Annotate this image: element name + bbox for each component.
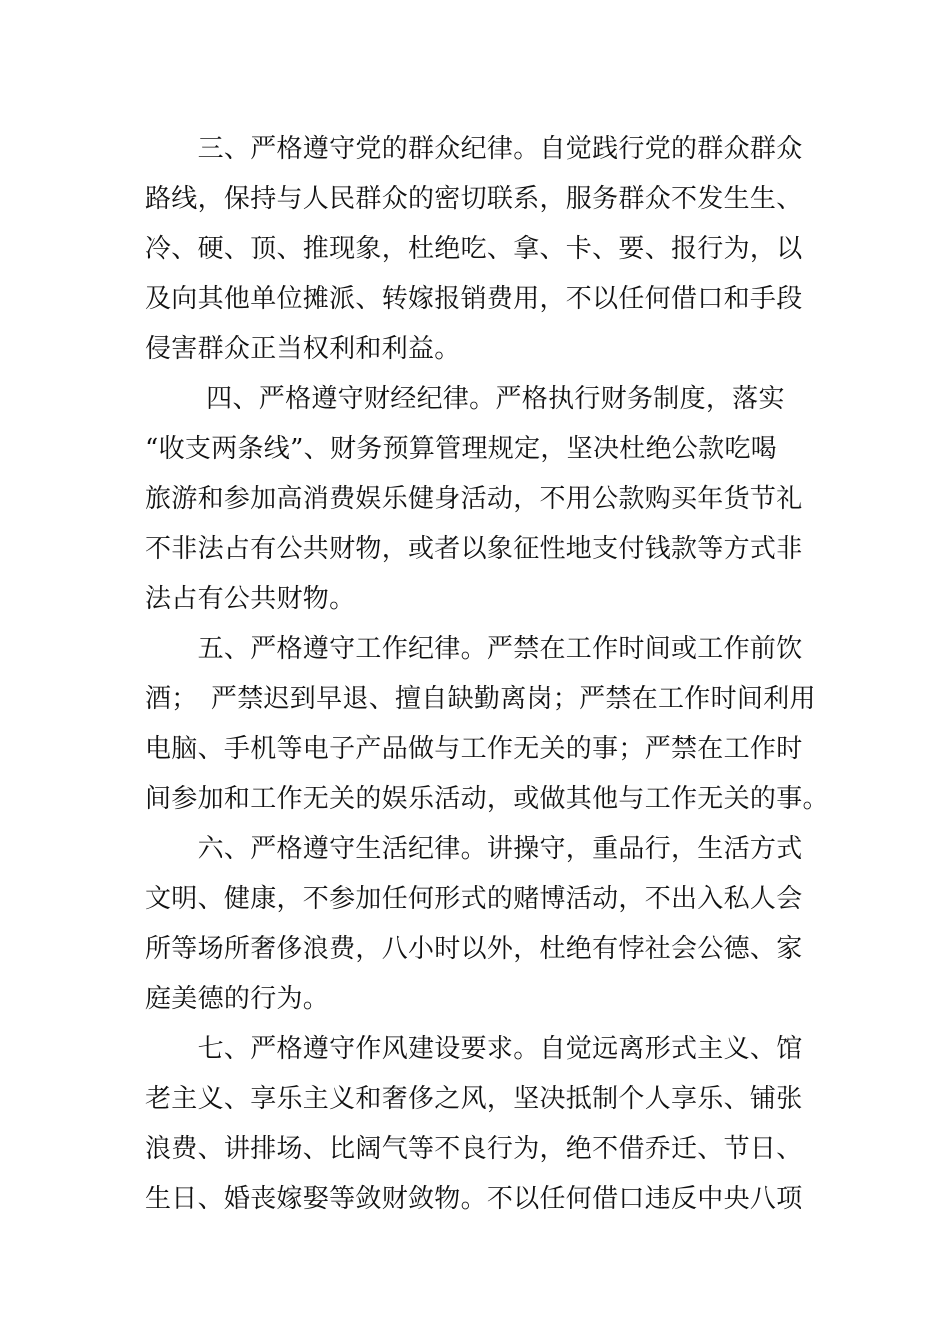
text-line: 六、严格遵守生活纪律。讲操守，重品行，生活方式 <box>145 834 803 864</box>
paragraph-5 <box>145 624 829 824</box>
text-line: 浪费、讲排场、比阔气等不良行为，绝不借乔迁、节日、 <box>145 1134 803 1164</box>
text-line: 间参加和工作无关的娱乐活动，或做其他与工作无关的事。 <box>145 784 829 814</box>
text-line: 路线，保持与人民群众的密切联系，服务群众不发生生、 <box>145 184 803 214</box>
text-line: 酒； 严禁迟到早退、擅自缺勤离岗；严禁在工作时间利用 <box>145 684 816 714</box>
text-line: 法占有公共财物。 <box>145 584 356 614</box>
text-line: 老主义、享乐主义和奢侈之风，坚决抵制个人享乐、铺张 <box>145 1084 803 1114</box>
text-line: 文明、健康，不参加任何形式的赌博活动，不出入私人会 <box>145 884 803 914</box>
paragraph-7 <box>145 1024 807 1224</box>
text-line: “收支两条线”、财务预算管理规定，坚决杜绝公款吃喝 <box>145 434 778 464</box>
text-line: 及向其他单位摊派、转嫁报销费用，不以任何借口和手段 <box>145 284 803 314</box>
paragraph-6 <box>145 824 807 1024</box>
text-line: 冷、硬、顶、推现象，杜绝吃、拿、卡、要、报行为，以 <box>145 234 803 264</box>
text-line: 旅游和参加高消费娱乐健身活动，不用公款购买年货节礼 <box>145 484 803 514</box>
text-line: 生日、婚丧嫁娶等敛财敛物。不以任何借口违反中央八项 <box>145 1184 803 1214</box>
text-line: 不非法占有公共财物，或者以象征性地支付钱款等方式非 <box>145 534 803 564</box>
paragraph-3 <box>145 124 807 374</box>
text-line: 七、严格遵守作风建设要求。自觉远离形式主义、馆 <box>145 1034 803 1064</box>
paragraph-4 <box>145 374 807 624</box>
text-line: 五、严格遵守工作纪律。严禁在工作时间或工作前饮 <box>145 634 803 664</box>
text-line: 侵害群众正当权利和利益。 <box>145 334 461 364</box>
document-page <box>145 124 829 1224</box>
text-line: 电脑、手机等电子产品做与工作无关的事；严禁在工作时 <box>145 734 803 764</box>
text-line: 三、严格遵守党的群众纪律。自觉践行党的群众群众 <box>145 134 803 164</box>
text-line: 所等场所奢侈浪费，八小时以外，杜绝有悖社会公德、家 <box>145 934 803 964</box>
text-line: 庭美德的行为。 <box>145 984 330 1014</box>
text-line: 四、严格遵守财经纪律。严格执行财务制度，落实 <box>145 384 785 414</box>
